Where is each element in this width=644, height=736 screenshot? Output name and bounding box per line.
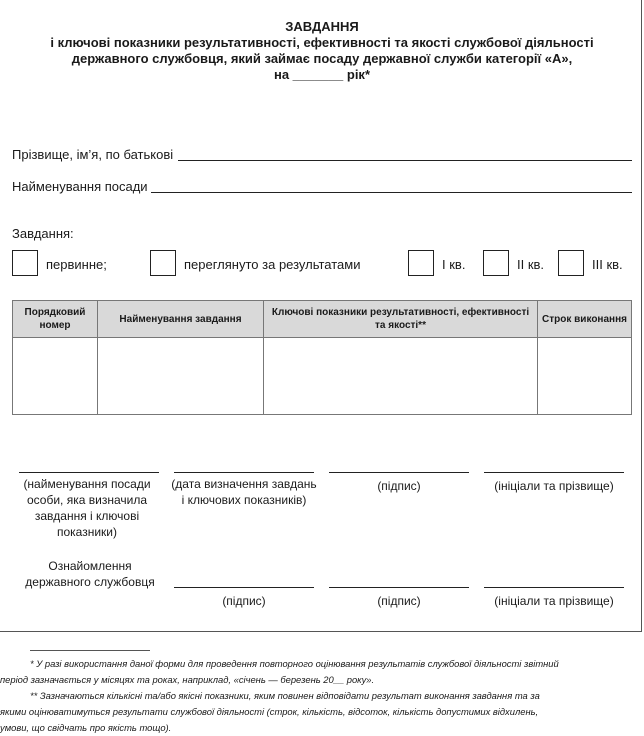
ack-caption-1: (підпис) [222, 594, 266, 608]
checkbox-reviewed[interactable] [150, 250, 176, 276]
checkbox-q1[interactable] [408, 250, 434, 276]
sig-line-signature[interactable] [329, 472, 469, 473]
title-line-3: державного службовця, який займає посаду державної служби категорії «А», [71, 51, 573, 66]
caption-signature: (підпис) [377, 479, 421, 493]
checkbox-initial[interactable] [12, 250, 38, 276]
sig-line-initials[interactable] [484, 472, 624, 473]
col-deadline-header: Строк виконання [538, 301, 632, 338]
footnote-divider [30, 650, 150, 651]
caption-initials: (ініціали та прізвище) [494, 479, 614, 493]
col-number-header: Порядковий номер [13, 301, 98, 338]
checkbox-initial-label: первинне; [46, 257, 107, 272]
tasks-table [12, 300, 632, 415]
cell-deadline[interactable] [538, 338, 632, 415]
sig-line-position[interactable] [19, 472, 159, 473]
table-row [13, 338, 632, 415]
col-indicators-header: Ключові показники результативності, ефективності та якості** [264, 301, 538, 338]
ack-label: Ознайомлення державного службовця [25, 559, 155, 589]
checkbox-q3[interactable] [558, 250, 584, 276]
caption-date: (дата визначення завдань і ключових показників) [171, 477, 317, 507]
sig-line-date[interactable] [174, 472, 314, 473]
ack-sig-line-3[interactable] [484, 587, 624, 588]
ack-caption-2: (підпис) [377, 594, 421, 608]
position-label: Найменування посади [12, 179, 148, 194]
title-line-2: і ключові показники результативності, ефективності та якості службової діяльності [50, 35, 594, 50]
ack-sig-line-2[interactable] [329, 587, 469, 588]
footnote-2-line-2: якими оцінюватимуться результати службової діяльності (строк, кількість, відсоток, кількість допустимих відхилень, [0, 706, 539, 717]
ack-caption-3: (ініціали та прізвище) [494, 594, 614, 608]
footnote-1-line-2: період зазначається у місяцях та роках, наприклад, «січень — березень 20__ року». [0, 674, 375, 685]
checkbox-q3-label: ІІІ кв. [592, 257, 623, 272]
form-title [0, 19, 644, 83]
cell-number[interactable] [13, 338, 98, 415]
title-line-4: на _______ рік* [273, 67, 371, 82]
ack-sig-line-1[interactable] [174, 587, 314, 588]
title-line-1: ЗАВДАННЯ [285, 19, 359, 34]
name-label: Прізвище, ім’я, по батькові [12, 147, 174, 162]
col-task-header: Найменування завдання [98, 301, 264, 338]
footnote-1-line-1: * У разі використання даної форми для проведення повторного оцінювання результатів службової діяльності звітний [30, 658, 559, 669]
checkbox-reviewed-label: переглянуто за результатами [184, 257, 361, 272]
checkbox-q2[interactable] [483, 250, 509, 276]
name-field[interactable] [178, 160, 632, 161]
checkbox-q1-label: І кв. [442, 257, 466, 272]
caption-position: (найменування посади особи, яка визначила завдання і ключові показники) [23, 477, 151, 539]
cell-indicators[interactable] [264, 338, 538, 415]
cell-task[interactable] [98, 338, 264, 415]
footnote-2-line-3: умови, що свідчать про якість тощо). [0, 722, 172, 733]
position-field[interactable] [151, 192, 632, 193]
tasks-label: Завдання: [12, 226, 74, 241]
footnote-2-line-1: ** Зазначаються кількісні та/або якісні показники, яким повинен відповідати результат виконання завдання та за [30, 690, 540, 701]
table-header-row [13, 301, 632, 338]
checkbox-q2-label: ІІ кв. [517, 257, 545, 272]
